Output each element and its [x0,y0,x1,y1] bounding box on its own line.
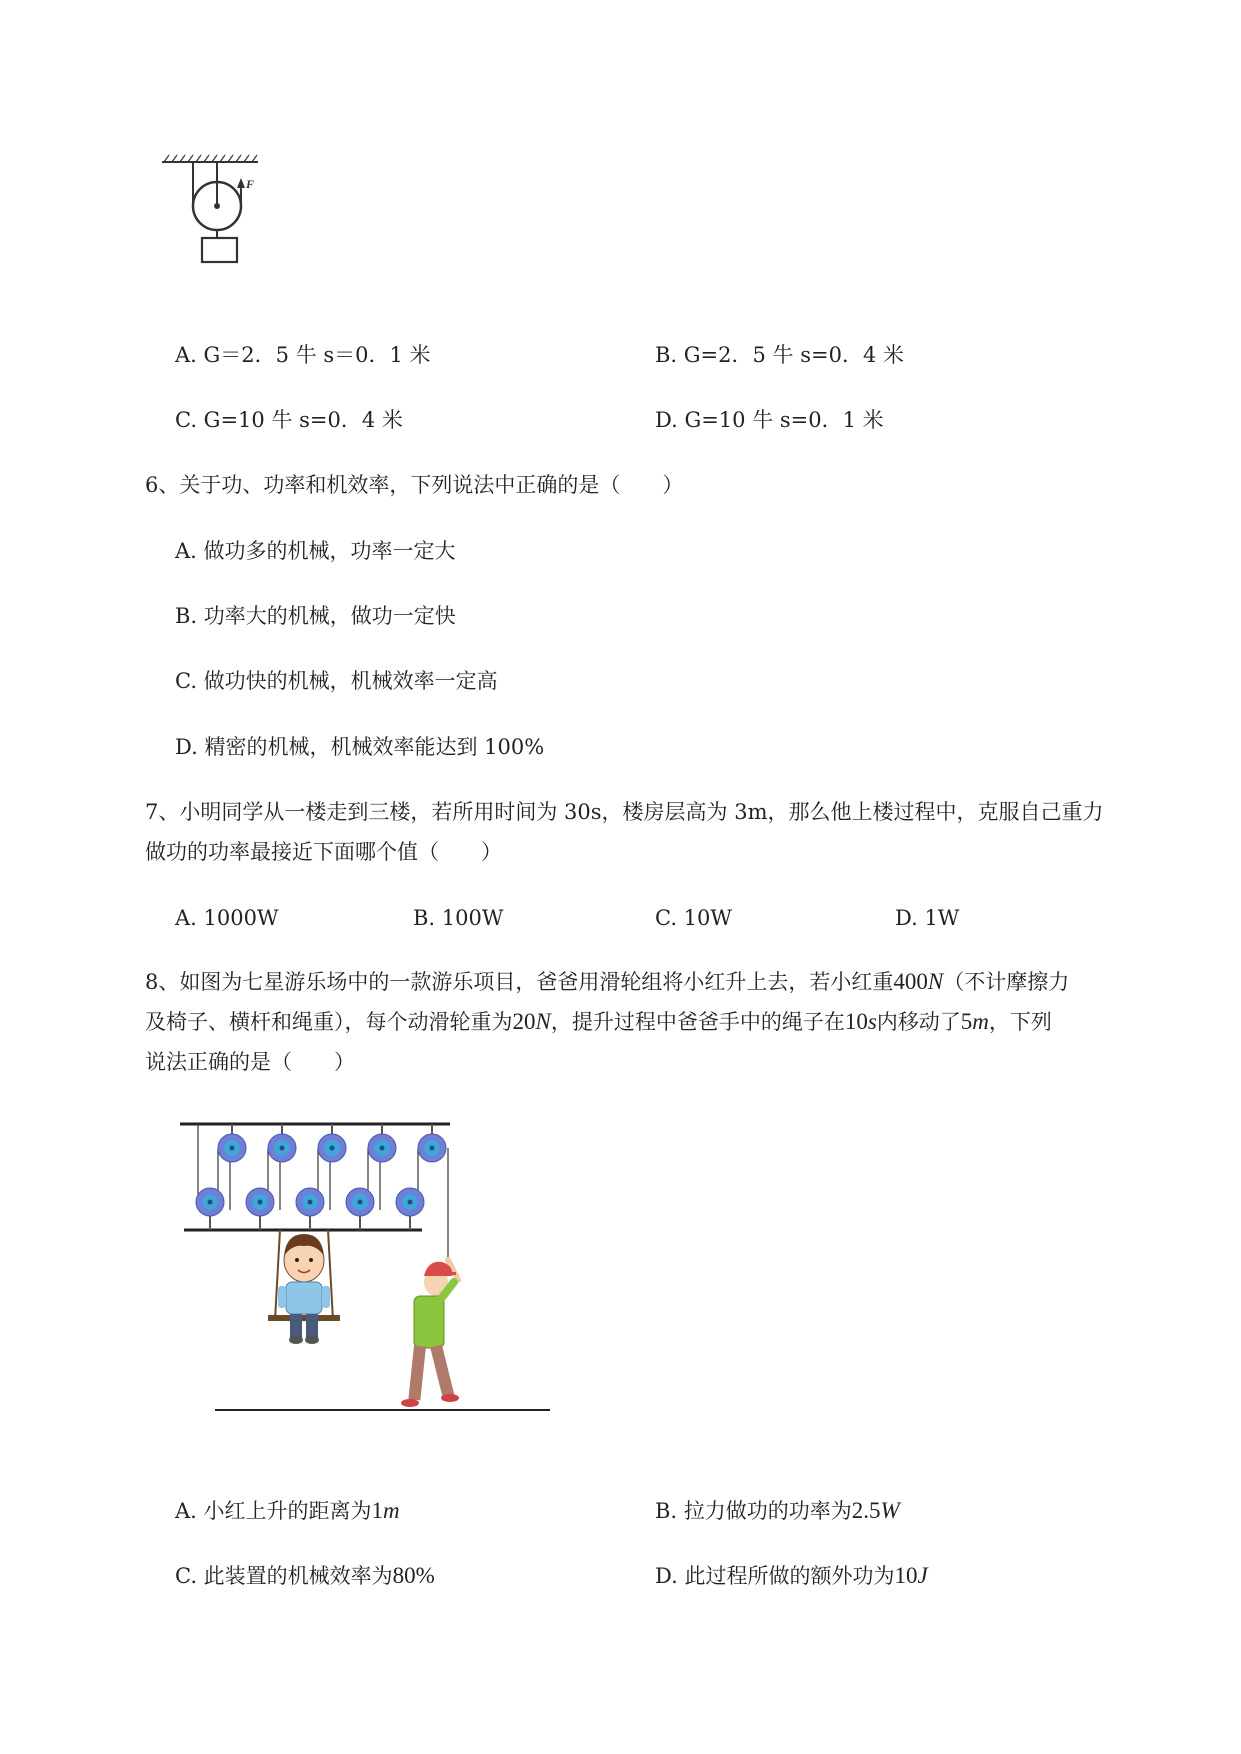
dad-pulling-rope [401,1260,459,1407]
q5-pulley-figure [160,150,290,270]
q8-option-a-unit: m [383,1498,400,1523]
q8-option-b-unit: W [880,1498,900,1523]
q8-pulley-ride-figure [170,1110,550,1450]
q8-line2-c: 内移动了 [876,1010,961,1034]
q8-line2-b: ，提升过程中爸爸手中的绳子在 [550,1010,845,1034]
q8-option-a-value: 1 [371,1498,384,1523]
q6-option-c[interactable]: C. 做功快的机械，机械效率一定高 [175,669,498,693]
q7-option-b[interactable]: B. 100W [413,906,504,930]
q8-weight-value: 400 [893,969,928,994]
q8-line2-a: 及椅子、横杆和绳重），每个动滑轮重为 [145,1010,513,1034]
q8-line2-d: ，下列 [988,1010,1052,1034]
q7-stem-line2: 做功的功率最接近下面哪个值（ ） [145,840,502,864]
q8-stem-line2 [145,1007,1052,1037]
q8-option-a-text: A. 小红上升的距离为 [175,1499,372,1523]
q7-option-d[interactable]: D. 1W [895,906,960,930]
q8-option-d-value: 10 [894,1563,918,1588]
q8-option-c-value: 80% [392,1563,435,1588]
q5-option-b[interactable]: B. G=2．5 牛 s=0．4 米 [655,343,904,367]
q8-stem-line3: 说法正确的是（ ） [145,1050,355,1074]
q8-pulley-weight-unit: N [535,1009,551,1034]
q8-distance-value: 5 [960,1009,973,1034]
q8-option-d-unit: J [917,1563,928,1588]
q7-option-c[interactable]: C. 10W [655,906,732,930]
q5-option-a[interactable]: A. G＝2．5 牛 s＝0．1 米 [175,343,431,367]
q6-option-a[interactable]: A. 做功多的机械，功率一定大 [175,539,456,563]
q8-pulley-weight-value: 20 [512,1009,536,1034]
q8-stem-line1 [145,967,1069,997]
q8-line1-a: 8、如图为七星游乐场中的一款游乐项目，爸爸用滑轮组将小红升上去，若小红重 [145,970,894,994]
q8-option-c[interactable] [175,1561,435,1591]
q5-option-d[interactable]: D. G=10 牛 s=0．1 米 [655,408,884,432]
q8-time-unit: s [867,1009,877,1034]
q8-option-d-text: D. 此过程所做的额外功为 [655,1564,895,1588]
q6-option-b[interactable]: B. 功率大的机械，做功一定快 [175,604,456,628]
q8-line1-b: （不计摩擦力 [943,970,1070,994]
q5-force-label: F [246,177,255,191]
q8-option-d[interactable] [655,1561,928,1591]
q8-distance-unit: m [972,1009,989,1034]
q7-stem-line1: 7、小明同学从一楼走到三楼，若所用时间为 30s，楼房层高为 3m，那么他上楼过程中，克服自己重力 [145,800,1104,824]
q8-option-b-text: B. 拉力做功的功率为 [655,1499,852,1523]
q5-option-c[interactable]: C. G=10 牛 s=0．4 米 [175,408,403,432]
q8-option-c-text: C. 此装置的机械效率为 [175,1564,393,1588]
q6-stem: 6、关于功、功率和机效率，下列说法中正确的是（ ） [145,473,684,497]
q6-option-d[interactable]: D. 精密的机械，机械效率能达到 100% [175,735,545,759]
q7-option-a[interactable]: A. 1000W [175,906,279,930]
q8-option-b[interactable] [655,1496,900,1526]
q8-time-value: 10 [844,1009,868,1034]
q8-weight-unit: N [927,969,944,994]
q8-option-b-value: 2.5 [851,1498,881,1523]
q8-option-a[interactable] [175,1496,400,1526]
